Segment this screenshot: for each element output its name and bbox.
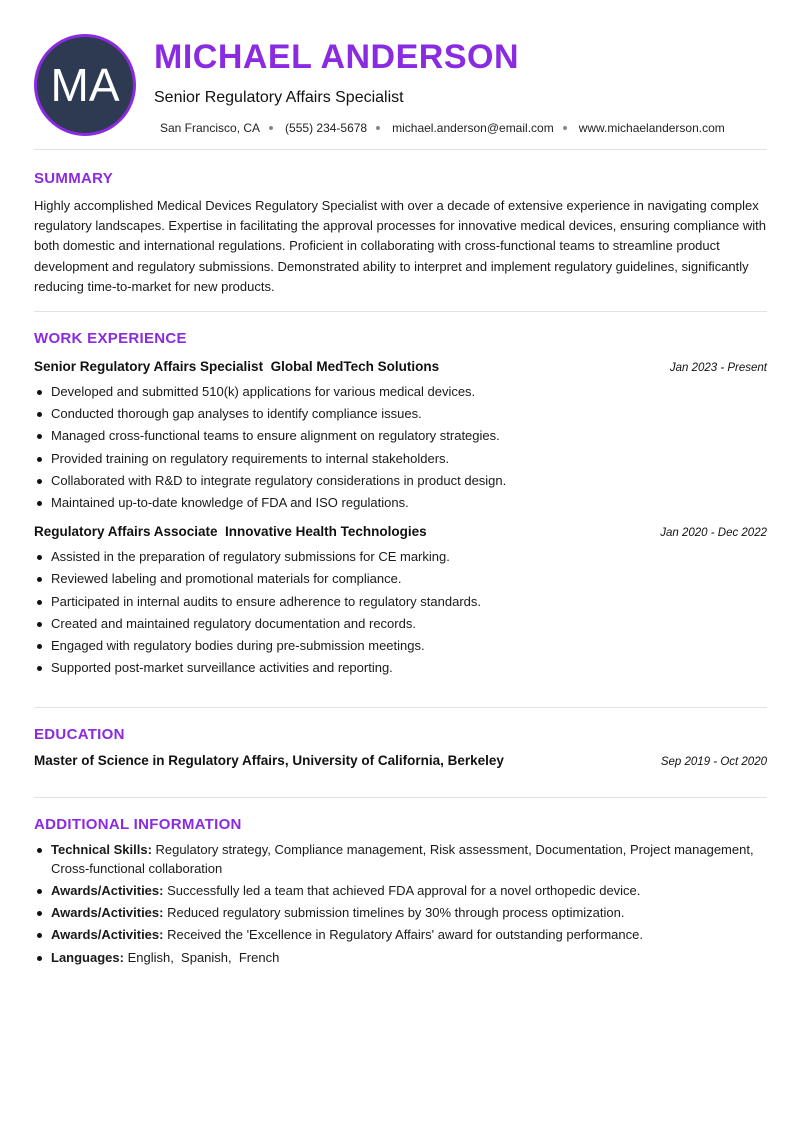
job-entry	[34, 524, 767, 679]
candidate-role: Senior Regulatory Affairs Specialist	[154, 89, 404, 106]
list-item	[34, 926, 767, 945]
item-label: Awards/Activities:	[51, 882, 164, 898]
item-label: Awards/Activities:	[51, 927, 164, 943]
section-title: ADDITIONAL INFORMATION	[34, 816, 242, 833]
education-section	[34, 708, 767, 798]
separator-dot-icon	[563, 126, 567, 130]
list-item: Supported post-market surveillance activities and reporting.	[34, 657, 767, 679]
resume-page	[34, 0, 767, 971]
list-item: Created and maintained regulatory documentation and records.	[34, 613, 767, 635]
separator-dot-icon	[269, 126, 273, 130]
job-bullets	[34, 381, 767, 514]
job-title: Senior Regulatory Affairs Specialist Global MedTech Solutions	[34, 359, 440, 374]
list-item: Maintained up-to-date knowledge of FDA and ISO regulations.	[34, 492, 767, 514]
list-item: Engaged with regulatory bodies during pre-submission meetings.	[34, 635, 767, 657]
list-item	[34, 882, 767, 901]
section-title: SUMMARY	[34, 170, 114, 187]
list-item: Provided training on regulatory requirements to internal stakeholders.	[34, 448, 767, 470]
summary-text: Highly accomplished Medical Devices Regulatory Specialist with over a decade of extensive experience in navigating complex regulatory landscapes. Expertise in facilitating the approval processes for innovative medical devices, ensuring compliance with both domestic and international regulations. Proficient in collaborating with cross-functional teams to streamline product development and regulatory submissions. Demonstrated ability to interpret and implement regulatory guidelines, significantly reducing time-to-market for new products.	[34, 198, 766, 294]
additional-list	[34, 841, 767, 967]
item-text: Reduced regulatory submission timelines by 30% through process optimization.	[163, 904, 625, 920]
section-title: WORK EXPERIENCE	[34, 330, 187, 347]
item-label: Technical Skills:	[51, 842, 152, 857]
job-header	[34, 524, 767, 539]
contact-line	[160, 121, 725, 135]
additional-information-section	[34, 798, 767, 967]
list-item: Reviewed labeling and promotional materials for compliance.	[34, 568, 767, 590]
item-text: Regulatory strategy, Compliance management, Risk assessment, Documentation, Project management, Cross-functional collaboration	[51, 842, 754, 876]
separator-dot-icon	[376, 126, 380, 130]
education-entry	[34, 753, 767, 768]
job-bullets	[34, 546, 767, 679]
list-item: Assisted in the preparation of regulatory submissions for CE marking.	[34, 546, 767, 568]
contact-location: San Francisco, CA	[160, 121, 261, 135]
resume-header	[34, 0, 767, 150]
list-item	[34, 841, 767, 878]
contact-email[interactable]: michael.anderson@email.com	[392, 121, 554, 135]
candidate-name: MICHAEL ANDERSON	[154, 38, 520, 76]
list-item	[34, 949, 767, 968]
contact-website[interactable]: www.michaelanderson.com	[578, 121, 725, 135]
job-entry	[34, 359, 767, 514]
contact-phone: (555) 234-5678	[285, 121, 368, 135]
list-item	[34, 904, 767, 923]
work-experience-section	[34, 312, 767, 708]
job-title: Regulatory Affairs Associate Innovative Health Technologies	[34, 524, 427, 540]
job-date: Jan 2023 - Present	[669, 362, 767, 374]
list-item: Developed and submitted 510(k) applications for various medical devices.	[34, 381, 767, 403]
degree-title: Master of Science in Regulatory Affairs, University of California, Berkeley	[34, 753, 504, 768]
job-date: Jan 2020 - Dec 2022	[660, 527, 767, 540]
item-label: Languages:	[51, 949, 124, 965]
summary-section	[34, 150, 767, 312]
list-item: Participated in internal audits to ensure adherence to regulatory standards.	[34, 591, 767, 613]
item-text: Successfully led a team that achieved FDA approval for a novel orthopedic device.	[163, 882, 641, 898]
list-item: Conducted thorough gap analyses to identify compliance issues.	[34, 403, 767, 425]
job-header	[34, 359, 767, 374]
section-title: EDUCATION	[34, 726, 125, 743]
list-item: Managed cross-functional teams to ensure alignment on regulatory strategies.	[34, 425, 767, 447]
education-date: Sep 2019 - Oct 2020	[660, 756, 767, 768]
item-text: English, Spanish, French	[123, 949, 280, 965]
list-item: Collaborated with R&D to integrate regulatory considerations in product design.	[34, 470, 767, 492]
item-label: Awards/Activities:	[51, 904, 164, 920]
item-text: Received the 'Excellence in Regulatory Affairs' award for outstanding performance.	[163, 927, 643, 943]
avatar: MA	[34, 34, 136, 136]
